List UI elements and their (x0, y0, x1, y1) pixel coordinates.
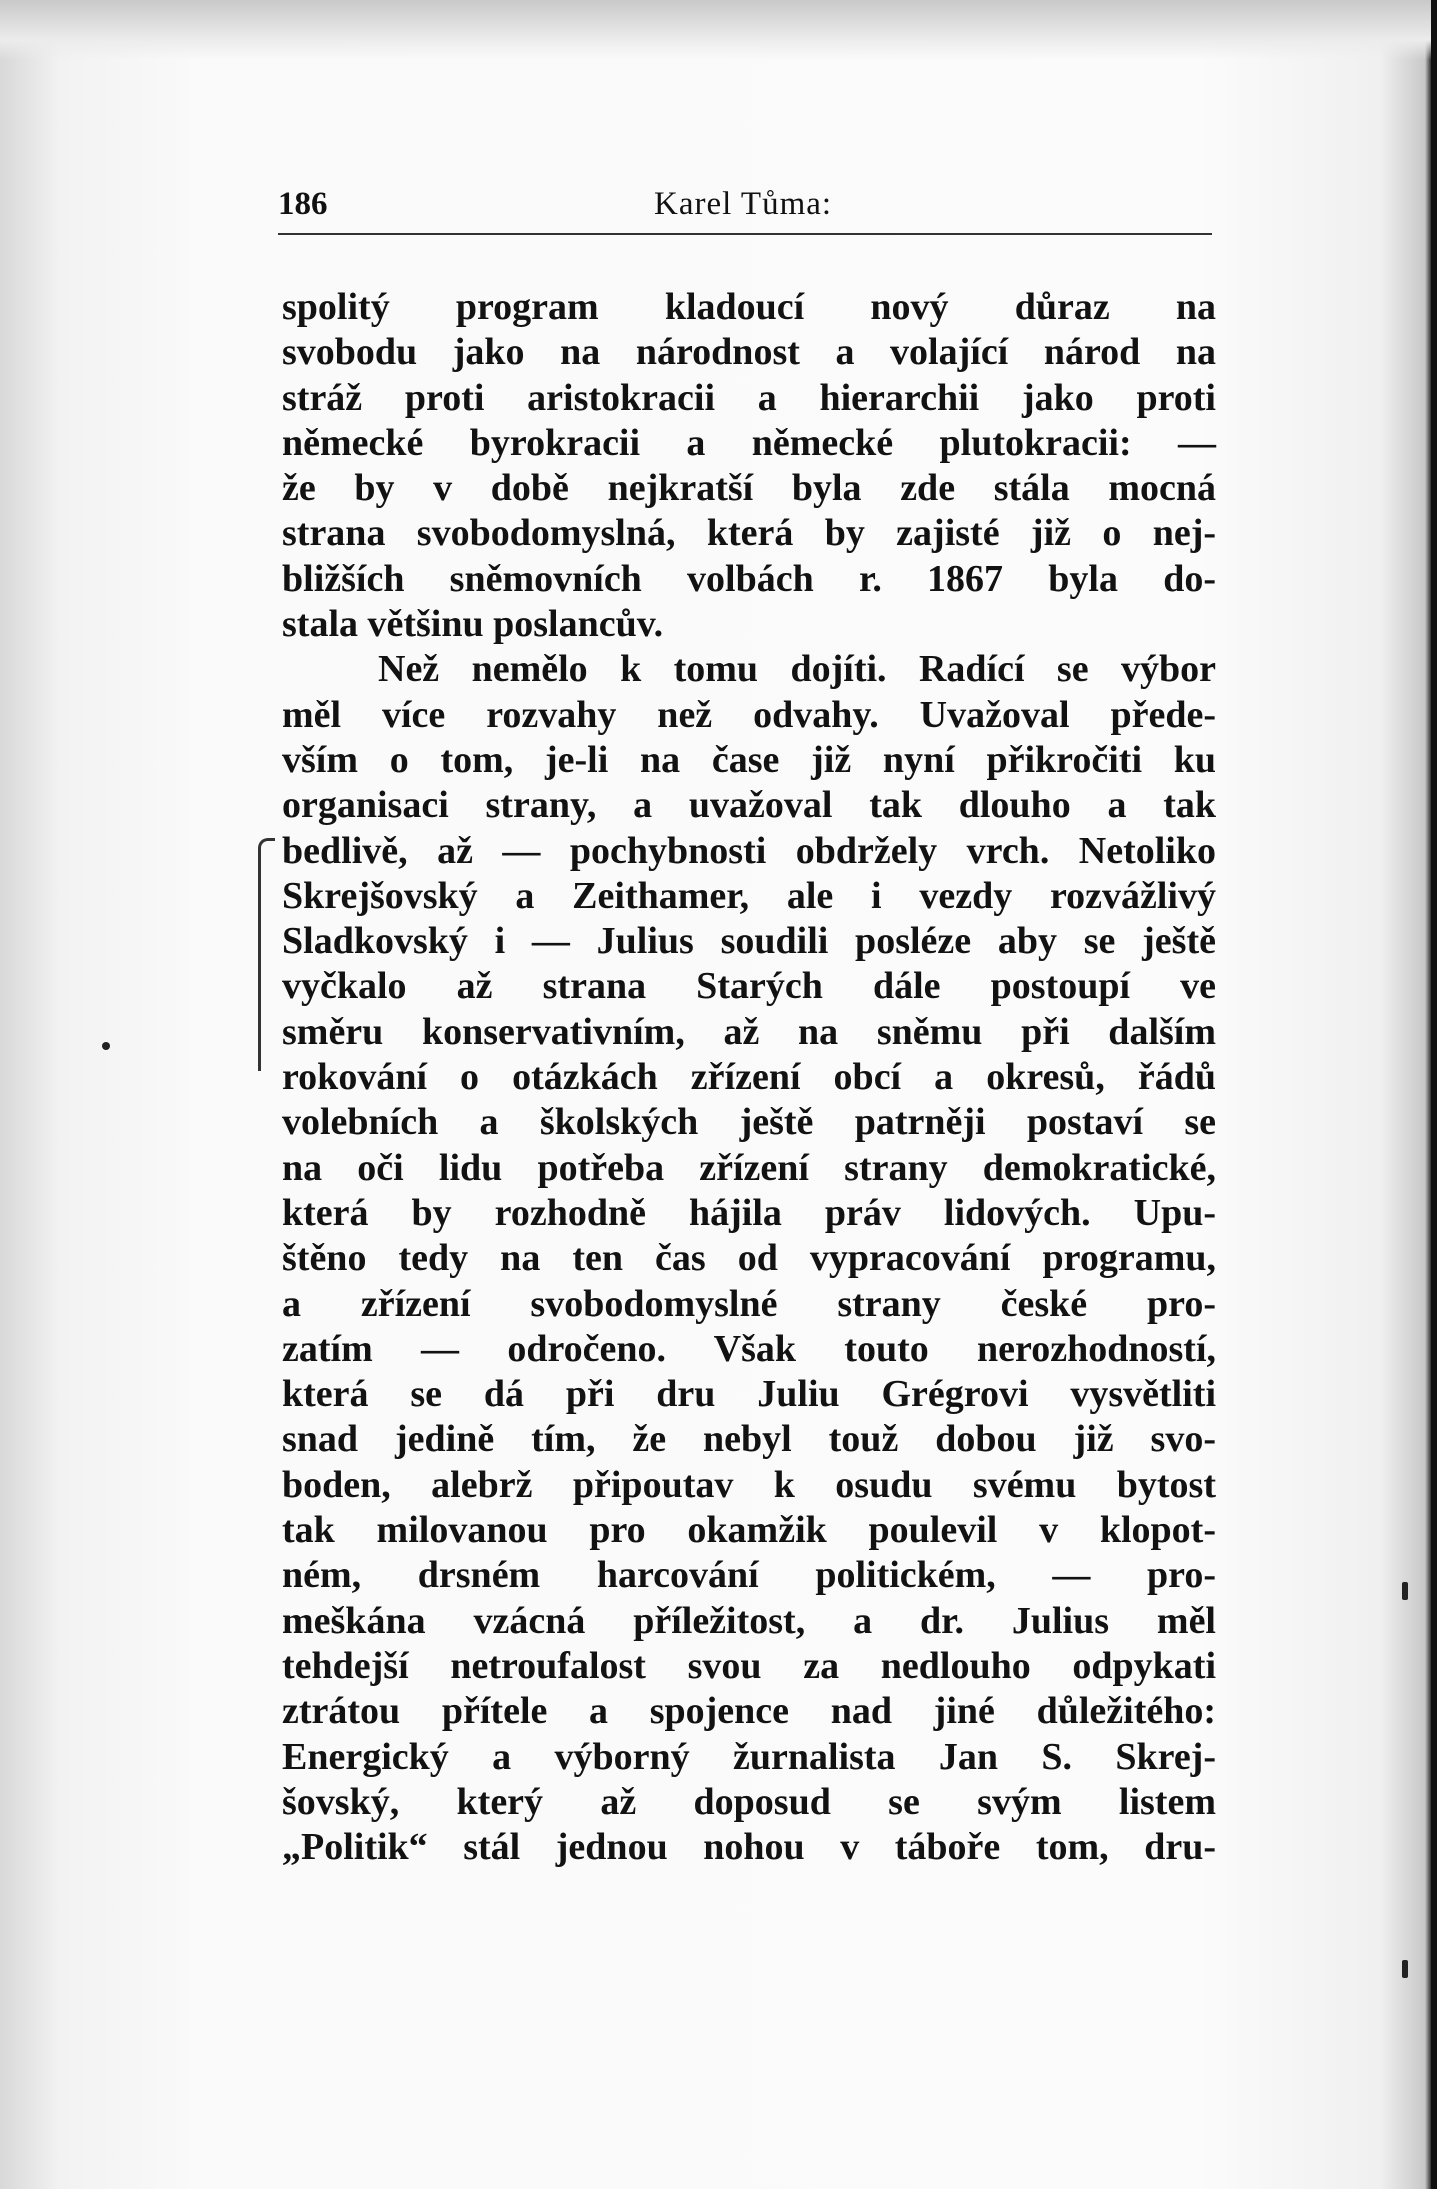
text-line: svobodu jako na národnost a volající národ na (282, 331, 1216, 374)
text-line: směru konservativním, až na sněmu při dalším (282, 1010, 1216, 1053)
text-line: zatím — odročeno. Však touto nerozhodností, (282, 1327, 1216, 1370)
text-line: stráž proti aristokracii a hierarchii jako proti (282, 376, 1216, 419)
text-line: rokování o otázkách zřízení obcí a okresů, řádů (282, 1056, 1216, 1099)
text-line: tak milovanou pro okamžik poulevil v klopot- (282, 1509, 1216, 1552)
text-line: která by rozhodně hájila práv lidových. Upu- (282, 1191, 1216, 1234)
text-line: strana svobodomyslná, která by zajisté již o nej- (282, 512, 1216, 555)
text-line: organisaci strany, a uvažoval tak dlouho a tak (282, 784, 1216, 827)
text-line: německé byrokracii a německé plutokracii: — (282, 421, 1216, 464)
header-rule (278, 233, 1212, 235)
text-line: a zřízení svobodomyslné strany české pro- (282, 1282, 1216, 1325)
text-line: volebních a školských ještě patrněji postaví se (282, 1101, 1216, 1144)
page-number: 186 (278, 186, 328, 222)
text-line: Energický a výborný žurnalista Jan S. Skrej- (282, 1735, 1216, 1778)
text-line: ném, drsném harcování politickém, — pro- (282, 1554, 1216, 1597)
text-line-indented: Než nemělo k tomu dojíti. Radící se výbor (378, 648, 1216, 691)
text-line: spolitý program kladoucí nový důraz na (282, 286, 1216, 328)
text-line: tehdejší netroufalost svou za nedlouho odpykati (282, 1644, 1216, 1687)
scan-edge (1431, 0, 1437, 2189)
text-line: vyčkalo až strana Starých dále postoupí ve (282, 965, 1216, 1008)
text-line: měl více rozvahy než odvahy. Uvažoval přede- (282, 693, 1216, 736)
running-head: Karel Tůma: (654, 186, 833, 222)
text-line: která se dá při dru Juliu Grégrovi vysvětliti (282, 1373, 1216, 1416)
text-line: vším o tom, je-li na čase již nyní přikročiti ku (282, 738, 1216, 781)
text-line: šovský, který až doposud se svým listem (282, 1780, 1216, 1823)
text-line: ztrátou přítele a spojence nad jiné důležitého: (282, 1690, 1216, 1733)
text-line: štěno tedy na ten čas od vypracování programu, (282, 1237, 1216, 1280)
scan-shadow (0, 0, 1437, 60)
text-line: bedlivě, až — pochybnosti obdržely vrch. Netoliko (282, 829, 1216, 872)
margin-speck (102, 1042, 110, 1050)
text-line: snad jedině tím, že nebyl touž dobou již svo- (282, 1418, 1216, 1461)
text-line: meškána vzácná příležitost, a dr. Julius měl (282, 1599, 1216, 1642)
text-line: stala většinu poslancův. (282, 603, 664, 646)
margin-speck (1402, 1960, 1408, 1978)
margin-bracket-mark (258, 838, 275, 1071)
body-text (282, 285, 1216, 1870)
text-line: na oči lidu potřeba zřízení strany demokratické, (282, 1146, 1216, 1189)
text-line: bližších sněmovních volbách r. 1867 byla do- (282, 557, 1216, 600)
text-line: „Politik“ stál jednou nohou v táboře tom, dru- (282, 1826, 1216, 1869)
text-line: Sladkovský i — Julius soudili posléze aby se ještě (282, 920, 1216, 963)
text-line: Skrejšovský a Zeithamer, ale i vezdy rozvážlivý (282, 874, 1216, 917)
margin-speck (1402, 1582, 1408, 1600)
text-line: boden, alebrž připoutav k osudu svému bytost (282, 1463, 1216, 1506)
page-header (278, 186, 1212, 230)
text-line: že by v době nejkratší byla zde stála mocná (282, 467, 1216, 510)
